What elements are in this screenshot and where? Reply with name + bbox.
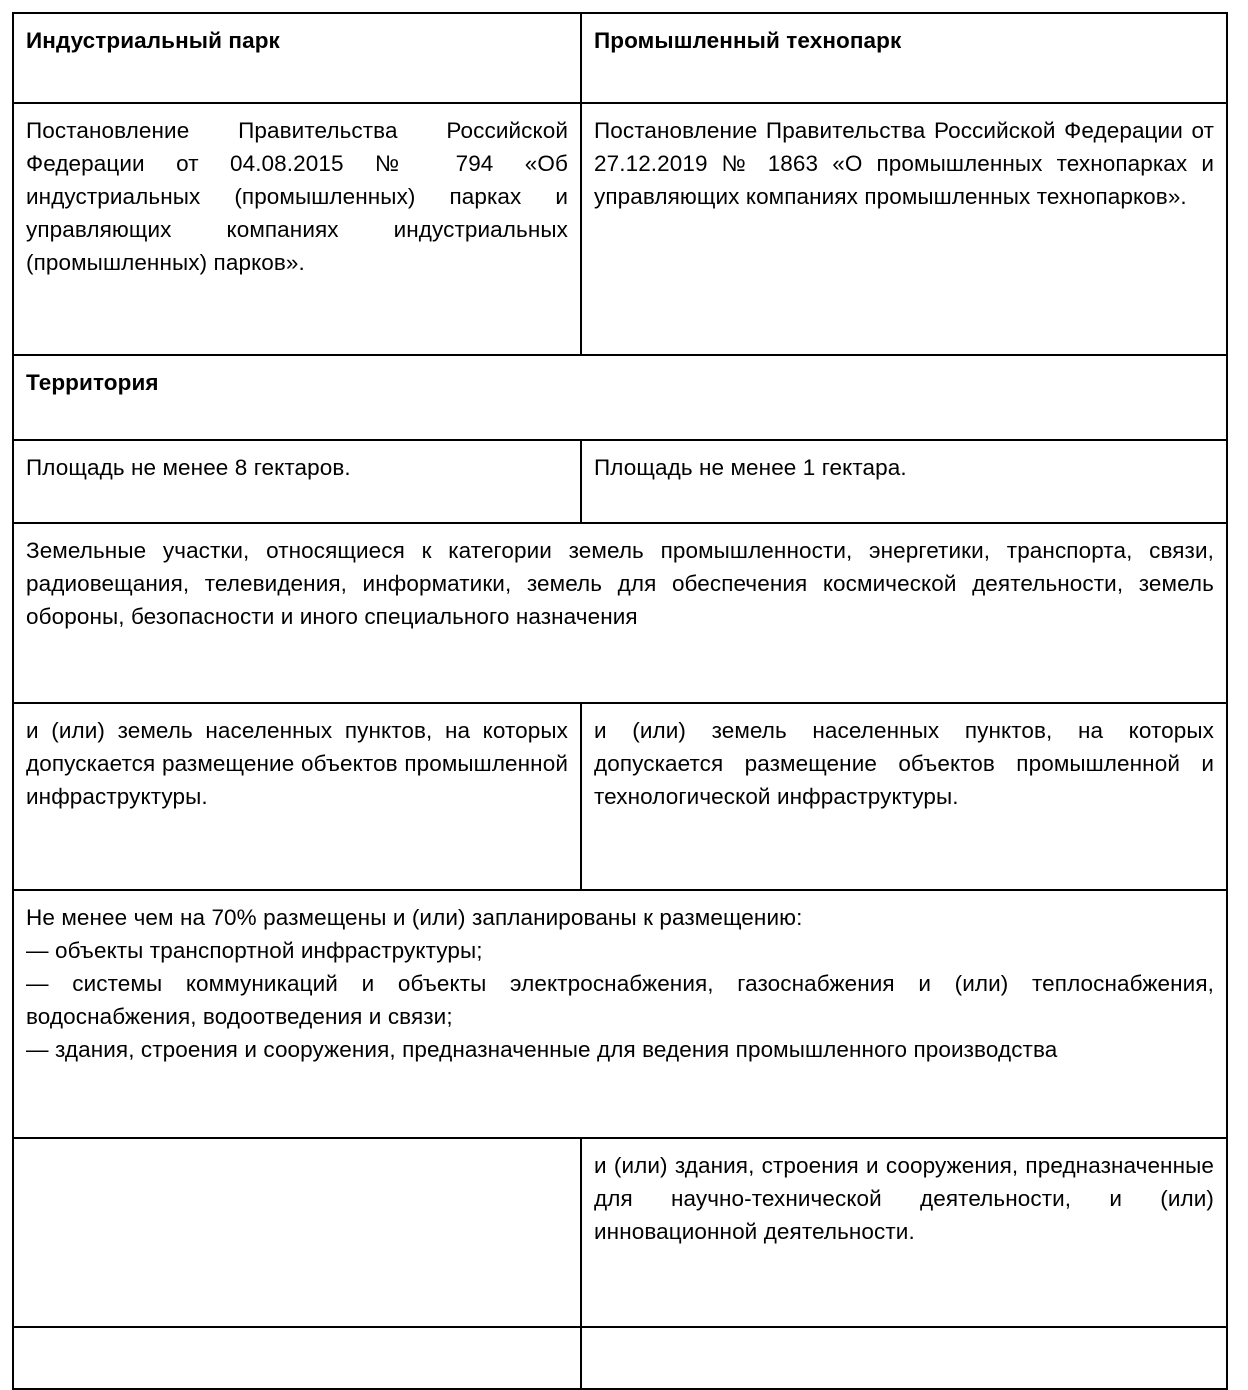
table-row bbox=[13, 103, 1227, 355]
table-header-row bbox=[13, 13, 1227, 103]
table-row bbox=[13, 1327, 1227, 1389]
cell-settlement-lands-industrial-technopark: и (или) земель населенных пунктов, на которых допускается размещение объектов промышленной и технологической инфраструктуры. bbox=[581, 703, 1227, 890]
cell-settlement-lands-industrial-park: и (или) земель населенных пунктов, на которых допускается размещение объектов промышленной инфраструктуры. bbox=[13, 703, 581, 890]
table-row bbox=[13, 890, 1227, 1138]
list-intro-text: Не менее чем на 70% размещены и (или) запланированы к размещению: bbox=[26, 905, 803, 930]
comparison-table bbox=[12, 12, 1228, 1390]
cell-legal-basis-industrial-technopark: Постановление Правительства Российской Федерации от 27.12.2019 № 1863 «О промышленных технопарках и управляющих компаниях промышленных технопарков». bbox=[581, 103, 1227, 355]
list-item: — объекты транспортной инфраструктуры; bbox=[26, 938, 483, 964]
cell-clipped-industrial-park bbox=[13, 1327, 581, 1389]
cell-legal-basis-industrial-park: Постановление Правительства Российской Федерации от 04.08.2015 № 794 «Об индустриальных (промышленных) парках и управляющих компаниях индустриальных (промышленных) парков». bbox=[13, 103, 581, 355]
cell-empty-industrial-park bbox=[13, 1138, 581, 1327]
table-row bbox=[13, 1138, 1227, 1327]
table-row bbox=[13, 703, 1227, 890]
list-item: — системы коммуникаций и объекты электроснабжения, газоснабжения и (или) теплоснабжения, водоснабжения, водоотведения и связи; bbox=[26, 971, 1214, 1030]
cell-research-buildings-industrial-technopark: и (или) здания, строения и сооружения, предназначенные для научно-технической деятельности, и (или) инновационной деятельности. bbox=[581, 1138, 1227, 1327]
table-row bbox=[13, 523, 1227, 703]
cell-seventy-percent-requirements bbox=[13, 890, 1227, 1138]
cell-area-industrial-park: Площадь не менее 8 гектаров. bbox=[13, 440, 581, 523]
list-item: — здания, строения и сооружения, предназначенные для ведения промышленного производства bbox=[26, 1037, 1058, 1063]
cell-area-industrial-technopark: Площадь не менее 1 гектара. bbox=[581, 440, 1227, 523]
table-row bbox=[13, 440, 1227, 523]
cell-clipped-industrial-technopark bbox=[581, 1327, 1227, 1389]
table-section-row bbox=[13, 355, 1227, 440]
section-heading-territory: Территория bbox=[13, 355, 1227, 440]
column-header-industrial-park: Индустриальный парк bbox=[13, 13, 581, 103]
column-header-industrial-technopark: Промышленный технопарк bbox=[581, 13, 1227, 103]
cell-land-categories: Земельные участки, относящиеся к категории земель промышленности, энергетики, транспорта, связи, радиовещания, телевидения, информатики, земель для обеспечения космической деятельности, земель обороны, безопасности и иного специального назначения bbox=[13, 523, 1227, 703]
